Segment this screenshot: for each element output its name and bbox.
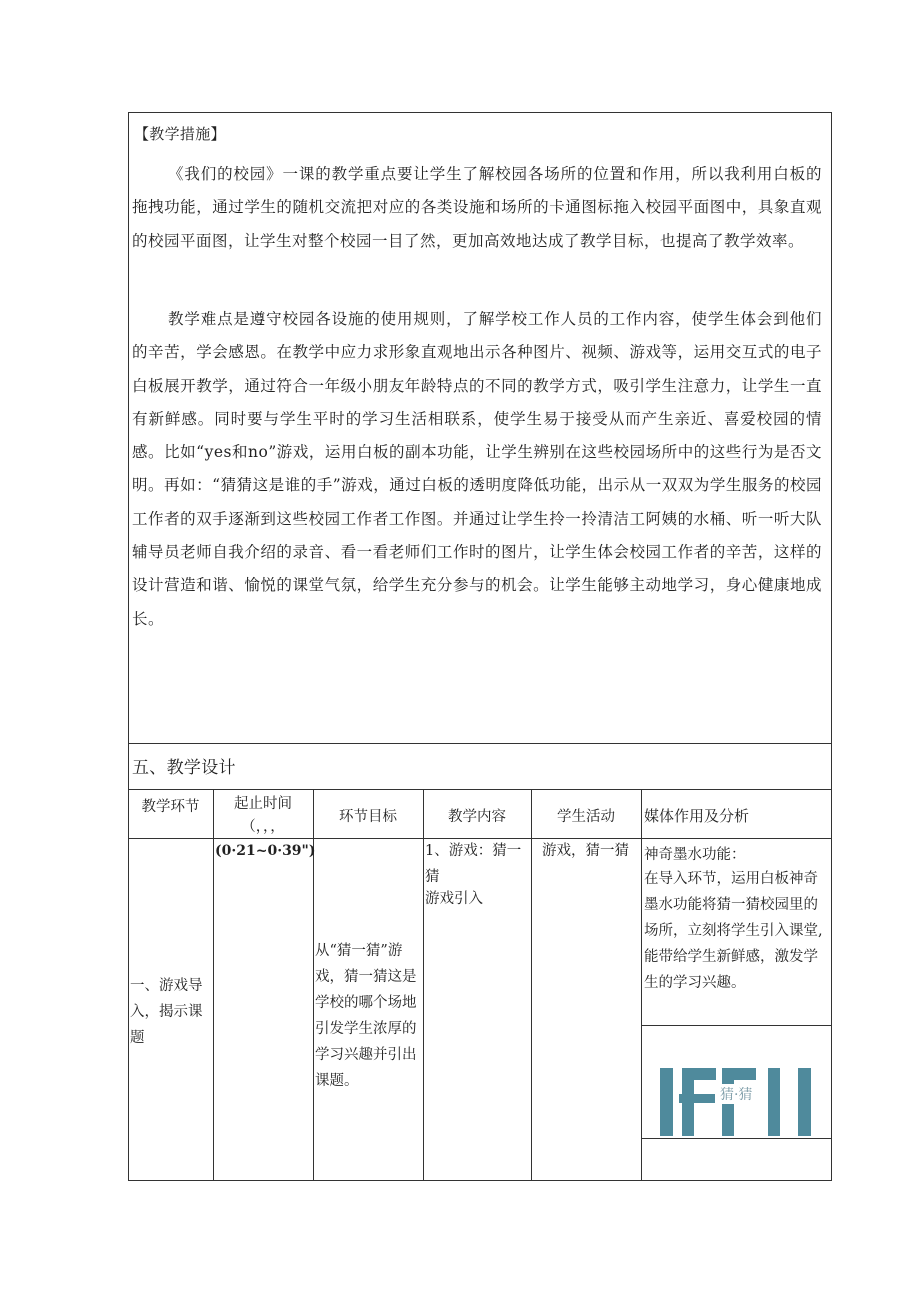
col-line-1 (213, 789, 214, 1181)
row1-stage: 一、游戏导入，揭示课题 (130, 978, 203, 1046)
thumb-bar-5 (798, 1068, 811, 1136)
thumb-top-2 (722, 1068, 756, 1080)
thumbnail-bottom-line (641, 1138, 832, 1139)
header-top-line (128, 789, 832, 790)
col-line-4 (531, 789, 532, 1181)
header-media: 媒体作用及分析 (644, 807, 750, 825)
measures-paragraph-2: 教学难点是遵守校园各设施的使用规则，了解学校工作人员的工作内容，使学生体会到他们的辛苦，学会感恩。在教学中应力求形象直观地出示各种图片、视频、游戏等，运用交互式的电子白板展开教学，通过符合一年级小朋友年龄特点的不同的教学方式，吸引学生注意力，让学生一直有新鲜感。同时要与学生平时的学习生活相联系，使学生易于接受从而产生亲近、喜爱校园的情感。比如“yes和no”游戏，运用白板的副本功能，让学生辨别在这些校园场所中的这些行为是否文明。再如：“猜猜这是谁的手”游戏，通过白板的透明度降低功能，出示从一双双为学生服务的校园工作者的双手逐渐到这些校园工作者工作图。并通过让学生拎一拎清洁工阿姨的水桶、听一听大队辅导员老师自我介绍的录音、看一看老师们工作时的图片，让学生体会校园工作者的辛苦，这样的设计营造和谐、愉悦的课堂气氛，给学生充分参与的机会。让学生能够主动地学习，身心健康地成长。 (132, 310, 822, 628)
header-time-line1: 起止时间 (234, 796, 292, 812)
header-content: 教学内容 (448, 809, 506, 825)
thumb-top-1 (682, 1068, 716, 1080)
thumb-bar-1 (660, 1068, 673, 1136)
header-activity: 学生活动 (557, 809, 615, 825)
measures-paragraph-1: 《我们的校园》一课的教学重点要让学生了解校园各场所的位置和作用，所以我利用白板的拖拽功能，通过学生的随机交流把对应的各类设施和场所的卡通图标拖入校园平面图中，具象直观的校园平面图，让学生对整个校园一目了然，更加高效地达成了教学目标，也提高了教学效率。 (132, 165, 822, 250)
row1-goal: 从“猜一猜”游戏，猜一猜这是学校的哪个场地引发学生浓厚的学习兴趣并引出课题。 (315, 943, 417, 1089)
measures-heading: 【教学措施】 (134, 125, 226, 143)
row1-content-line2: 游戏引入 (425, 891, 483, 907)
header-time-line2: （，，， (241, 819, 285, 835)
row1-time: (0·21~0·39") (215, 843, 316, 859)
thumb-bar-2 (682, 1080, 694, 1136)
section-title: 五、教学设计 (132, 758, 236, 778)
row1-media-title: 神奇墨水功能： (644, 847, 746, 863)
row1-media-text: 在导入环节，运用白板神奇墨水功能将猜一猜校园里的场所，立刻将学生引入课堂,能带给学生新鲜感，激发学生的学习兴趣。 (644, 871, 823, 991)
thumb-cross-1 (679, 1094, 715, 1103)
media-divider-line (641, 1025, 832, 1026)
row1-content-line1: 1、游戏：猜一猜 (425, 843, 522, 885)
thumb-bar-4 (768, 1068, 780, 1136)
header-stage: 教学环节 (141, 799, 200, 815)
col-line-5 (641, 789, 642, 1181)
thumbnail-caption: 猜·猜 (718, 1084, 754, 1104)
col-line-3 (423, 789, 424, 1181)
row1-activity: 游戏，猜一猜 (542, 843, 629, 859)
guess-game-thumbnail (656, 1066, 820, 1138)
header-goal: 环节目标 (339, 809, 397, 825)
